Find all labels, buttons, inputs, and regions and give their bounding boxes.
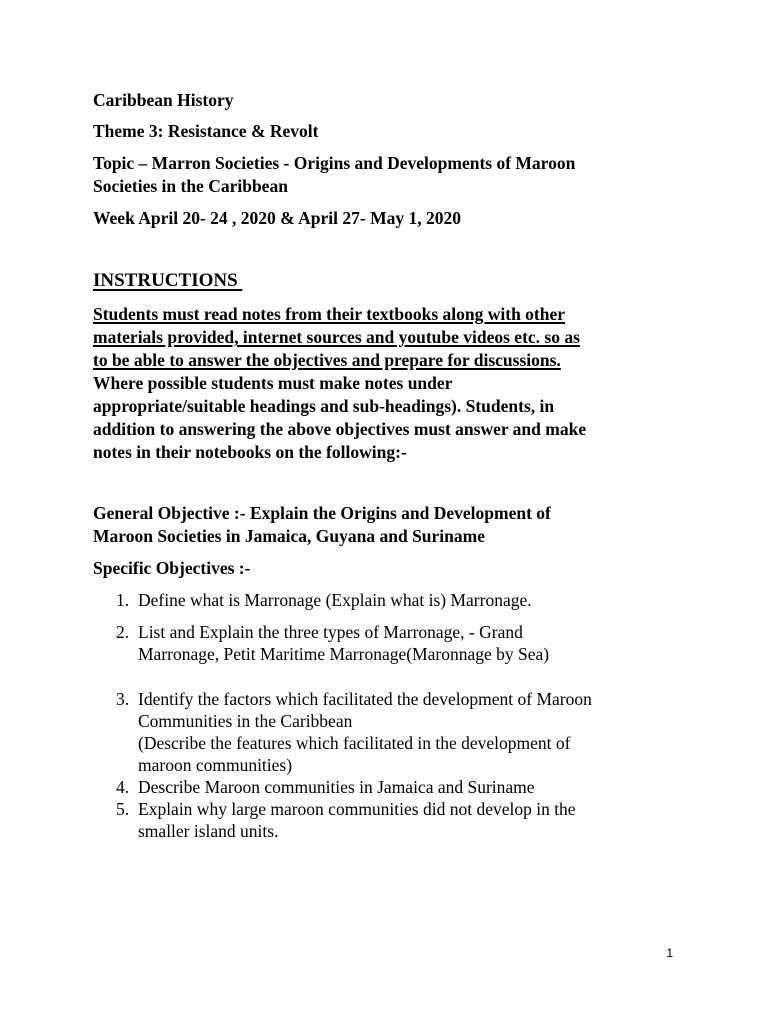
instructions-underlined-line-3: to be able to answer the objectives and prepare for discussions.: [93, 350, 561, 370]
page-number: 1: [666, 946, 673, 960]
general-objective-line-2: Maroon Societies in Jamaica, Guyana and Suriname: [93, 526, 485, 546]
instructions-line-7: notes in their notebooks on the following:-: [93, 442, 407, 462]
objective-item-4: [93, 776, 693, 798]
objective-item-5: [93, 798, 693, 842]
instructions-line-6: addition to answering the above objectives must answer and make: [93, 419, 587, 439]
objective-number: 5.: [116, 799, 130, 819]
instructions-underlined-line-2: materials provided, internet sources and youtube videos etc. so as: [93, 327, 580, 347]
objective-number: 4.: [116, 777, 130, 797]
objective-text: Describe Maroon communities in Jamaica and Suriname: [138, 777, 535, 797]
objective-text: Communities in the Caribbean: [138, 711, 353, 731]
objective-item-1: [93, 589, 693, 611]
objective-number: 3.: [116, 689, 130, 709]
specific-objectives-heading: Specific Objectives :-: [93, 558, 251, 578]
specific-objectives-list: [93, 589, 693, 842]
objective-item-2: [93, 621, 693, 665]
week-line: Week April 20- 24 , 2020 & April 27- May 1, 2020: [93, 208, 461, 228]
objective-item-3: [93, 688, 693, 776]
objective-text: List and Explain the three types of Marronage, - Grand: [138, 622, 523, 642]
objective-text: (Describe the features which facilitated in the development of: [138, 733, 571, 753]
objective-text: Identify the factors which facilitated the development of Maroon: [138, 689, 592, 709]
objective-number: 2.: [116, 622, 130, 642]
instructions-line-4: Where possible students must make notes under: [93, 373, 453, 393]
subject-title: Caribbean History: [93, 90, 234, 110]
objective-text: smaller island units.: [138, 821, 279, 841]
objective-text: Define what is Marronage (Explain what is) Marronage.: [138, 590, 532, 610]
general-objective-line-1: General Objective :- Explain the Origins and Development of: [93, 503, 551, 523]
objective-text: Marronage, Petit Maritime Marronage(Maronnage by Sea): [138, 644, 550, 664]
topic-line-2: Societies in the Caribbean: [93, 176, 288, 196]
objective-text: Explain why large maroon communities did not develop in the: [138, 799, 576, 819]
objective-text: maroon communities): [138, 755, 293, 775]
instructions-paragraph: [93, 303, 693, 464]
instructions-heading: INSTRUCTIONS: [93, 270, 243, 291]
objective-number: 1.: [116, 590, 130, 610]
instructions-line-5: appropriate/suitable headings and sub-headings). Students, in: [93, 396, 555, 416]
topic-line-1: Topic – Marron Societies - Origins and Developments of Maroon: [93, 153, 576, 173]
instructions-underlined-line-1: Students must read notes from their textbooks along with other: [93, 304, 566, 324]
theme-line: Theme 3: Resistance & Revolt: [93, 121, 319, 141]
